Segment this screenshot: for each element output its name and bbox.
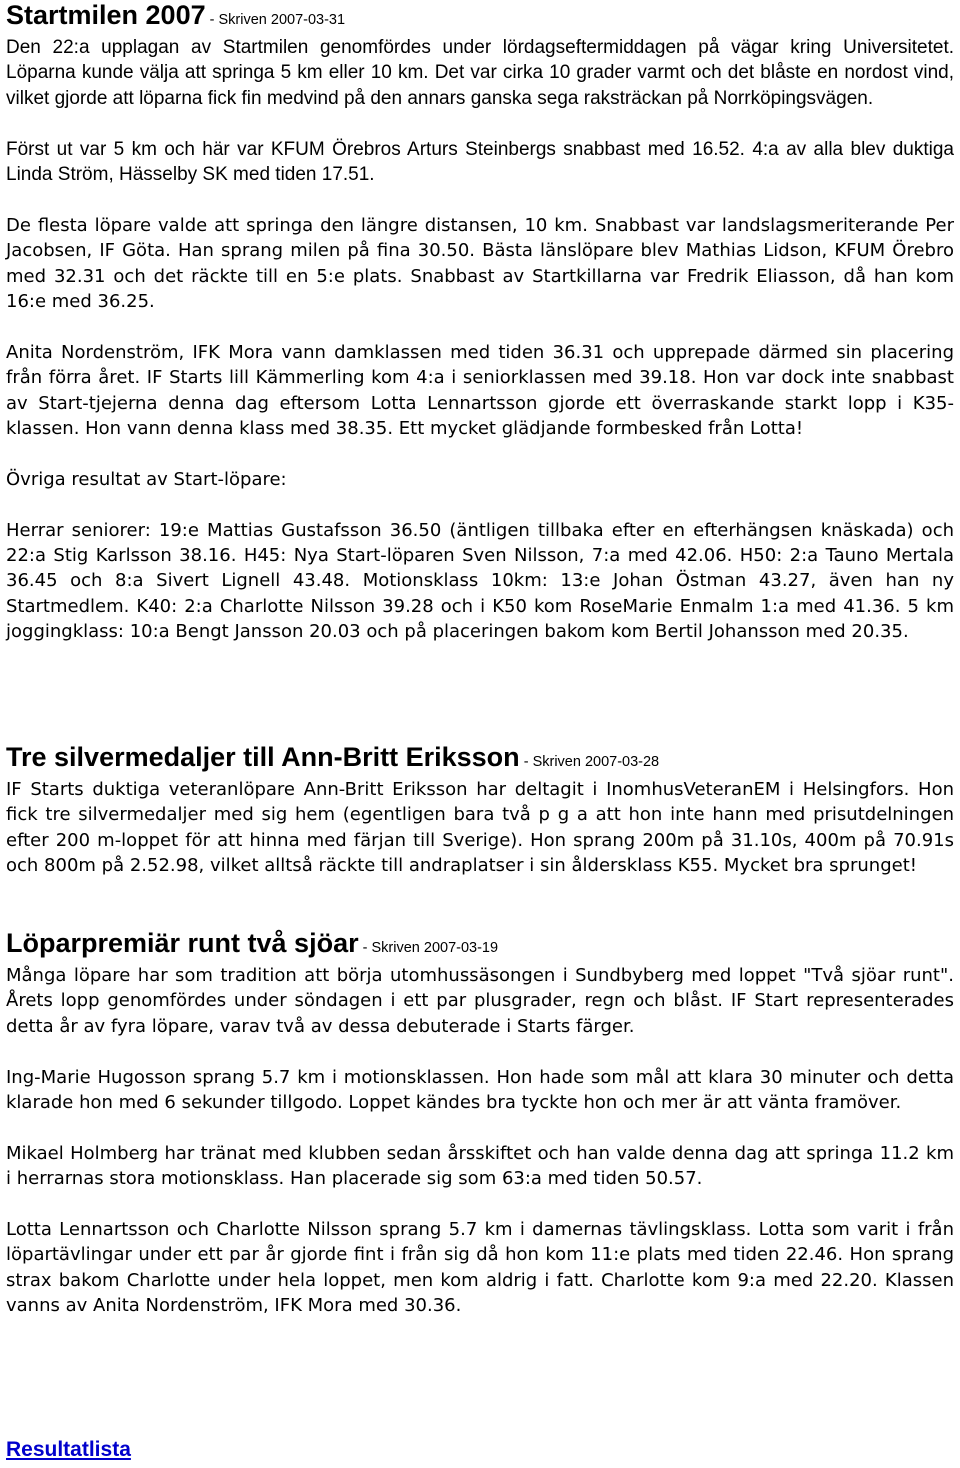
article-byline: Skriven 2007-03-31 bbox=[218, 12, 346, 28]
article-tva-sjoar bbox=[6, 928, 954, 1319]
article-heading: Startmilen 2007 - Skriven 2007-03-31 bbox=[6, 0, 346, 30]
article-paragraph: Lotta Lennartsson och Charlotte Nilsson sprang 5.7 km i damernas tävlingsklass. Lotta som varit i från löpartävlingar under ett par år gjorde fint i från sig då hon kom 11:e plats med tiden 22.46. Hon sprang strax bakom Charlotte under hela loppet, men kom aldrig i fatt. Charlotte kom 9:a med 22.20. Klassen vanns av Anita Nordenström, IFK Mora med 30.36. bbox=[6, 1219, 954, 1317]
article-startmilen bbox=[6, 0, 954, 645]
resultatlista-link[interactable]: Resultatlista bbox=[6, 1438, 131, 1461]
article-paragraph: Övriga resultat av Start-löpare: bbox=[6, 468, 287, 490]
article-heading: Löparpremiär runt två sjöar - Skriven 2007-03-19 bbox=[6, 928, 499, 958]
article-paragraph: Många löpare har som tradition att börja utomhussäsongen i Sundbyberg med loppet "Två sjöar runt". Årets lopp genomfördes under söndagen i ett par plusgrader, regn och blåst. IF Start representerades detta år av fyra löpare, varav två av dessa debuterade i Starts färger. bbox=[6, 965, 954, 1037]
article-paragraph: Anita Nordenström, IFK Mora vann damklassen med tiden 36.31 och upprepade därmed sin placering från förra året. IF Starts lill Kämmerling kom 4:a i seniorklassen med 39.18. Hon var dock inte snabbast av Start-tjejerna denna dag eftersom Lotta Lennartsson gjorde ett överraskande starkt lopp i K35-klassen. Hon vann denna klass med 38.35. Ett mycket glädjande formbesked från Lotta! bbox=[6, 341, 954, 440]
article-heading: Tre silvermedaljer till Ann-Britt Eriksson - Skriven 2007-03-28 bbox=[6, 742, 660, 772]
article-byline: Skriven 2007-03-19 bbox=[371, 940, 499, 956]
article-byline: Skriven 2007-03-28 bbox=[532, 754, 660, 770]
article-paragraph: De flesta löpare valde att springa den längre distansen, 10 km. Snabbast var landslagsmeriterande Per Jacobsen, IF Göta. Han sprang milen på fina 30.50. Bästa länslöpare blev Mathias Lidson, KFUM Örebro med 32.31 och det räckte till en 5:e plats. Snabbast av Startkillarna var Fredrik Eliasson, då han kom 16:e med 36.25. bbox=[6, 214, 954, 313]
article-paragraph: Mikael Holmberg har tränat med klubben sedan årsskiftet och han valde denna dag att springa 11.2 km i herrarnas stora motionsklass. Han placerade sig som 63:a med tiden 50.57. bbox=[6, 1142, 954, 1190]
result-link-container bbox=[6, 1438, 954, 1462]
article-title: Löparpremiär runt två sjöar bbox=[6, 928, 359, 958]
article-paragraph: IF Starts duktiga veteranlöpare Ann-Britt Eriksson har deltagit i InomhusVeteranEM i Helsingfors. Hon fick tre silvermedaljer med sig hem (egentligen bara två p g a att hon inte hann med prisutdelningen efter 200 m-loppet för att hinna med färjan till Sverige). Hon sprang 200m på 31.10s, 400m på 70.91s och 800m på 2.52.98, vilket alltså räckte till andraplatser i sin åldersklass K55. Mycket bra sprunget! bbox=[6, 779, 954, 877]
article-paragraph: Den 22:a upplagan av Startmilen genomfördes under lördagseftermiddagen på vägar kring Universitetet. Löparna kunde välja att springa 5 km eller 10 km. Det var cirka 10 grader varmt och det blåste en nordost vind, vilket gjorde att löparna fick fin medvind på den annars ganska sega raksträckan på Norrköpingsvägen. bbox=[6, 37, 954, 109]
article-title: Startmilen 2007 bbox=[6, 0, 206, 30]
article-silvermedaljer bbox=[6, 742, 954, 879]
article-title: Tre silvermedaljer till Ann-Britt Eriksson bbox=[6, 742, 520, 772]
article-paragraph: Herrar seniorer: 19:e Mattias Gustafsson 36.50 (äntligen tillbaka efter en efterhängsen knäskada) och 22:a Stig Karlsson 38.16. H45: Nya Start-löparen Sven Nilsson, 7:a med 42.06. H50: 2:a Tauno Mertala 36.45 och 8:a Sivert Lignell 43.48. Motionsklass 10km: 13:e Johan Östman 43.27, även han ny Startmedlem. K40: 2:a Charlotte Nilsson 39.28 och i K50 kom RoseMarie Enmalm 1:a med 41.36. 5 km joggingklass: 10:a Bengt Jansson 20.03 och på placeringen bakom kom Bertil Johansson med 20.35. bbox=[6, 519, 954, 643]
article-paragraph: Ing-Marie Hugosson sprang 5.7 km i motionsklassen. Hon hade som mål att klara 30 minuter och detta klarade hon med 6 sekunder tillgodo. Loppet kändes bra tyckte hon och mer är att vänta framöver. bbox=[6, 1066, 954, 1114]
article-paragraph: Först ut var 5 km och här var KFUM Örebros Arturs Steinbergs snabbast med 16.52. 4:a av alla blev duktiga Linda Ström, Hässelby SK med tiden 17.51. bbox=[6, 138, 954, 186]
